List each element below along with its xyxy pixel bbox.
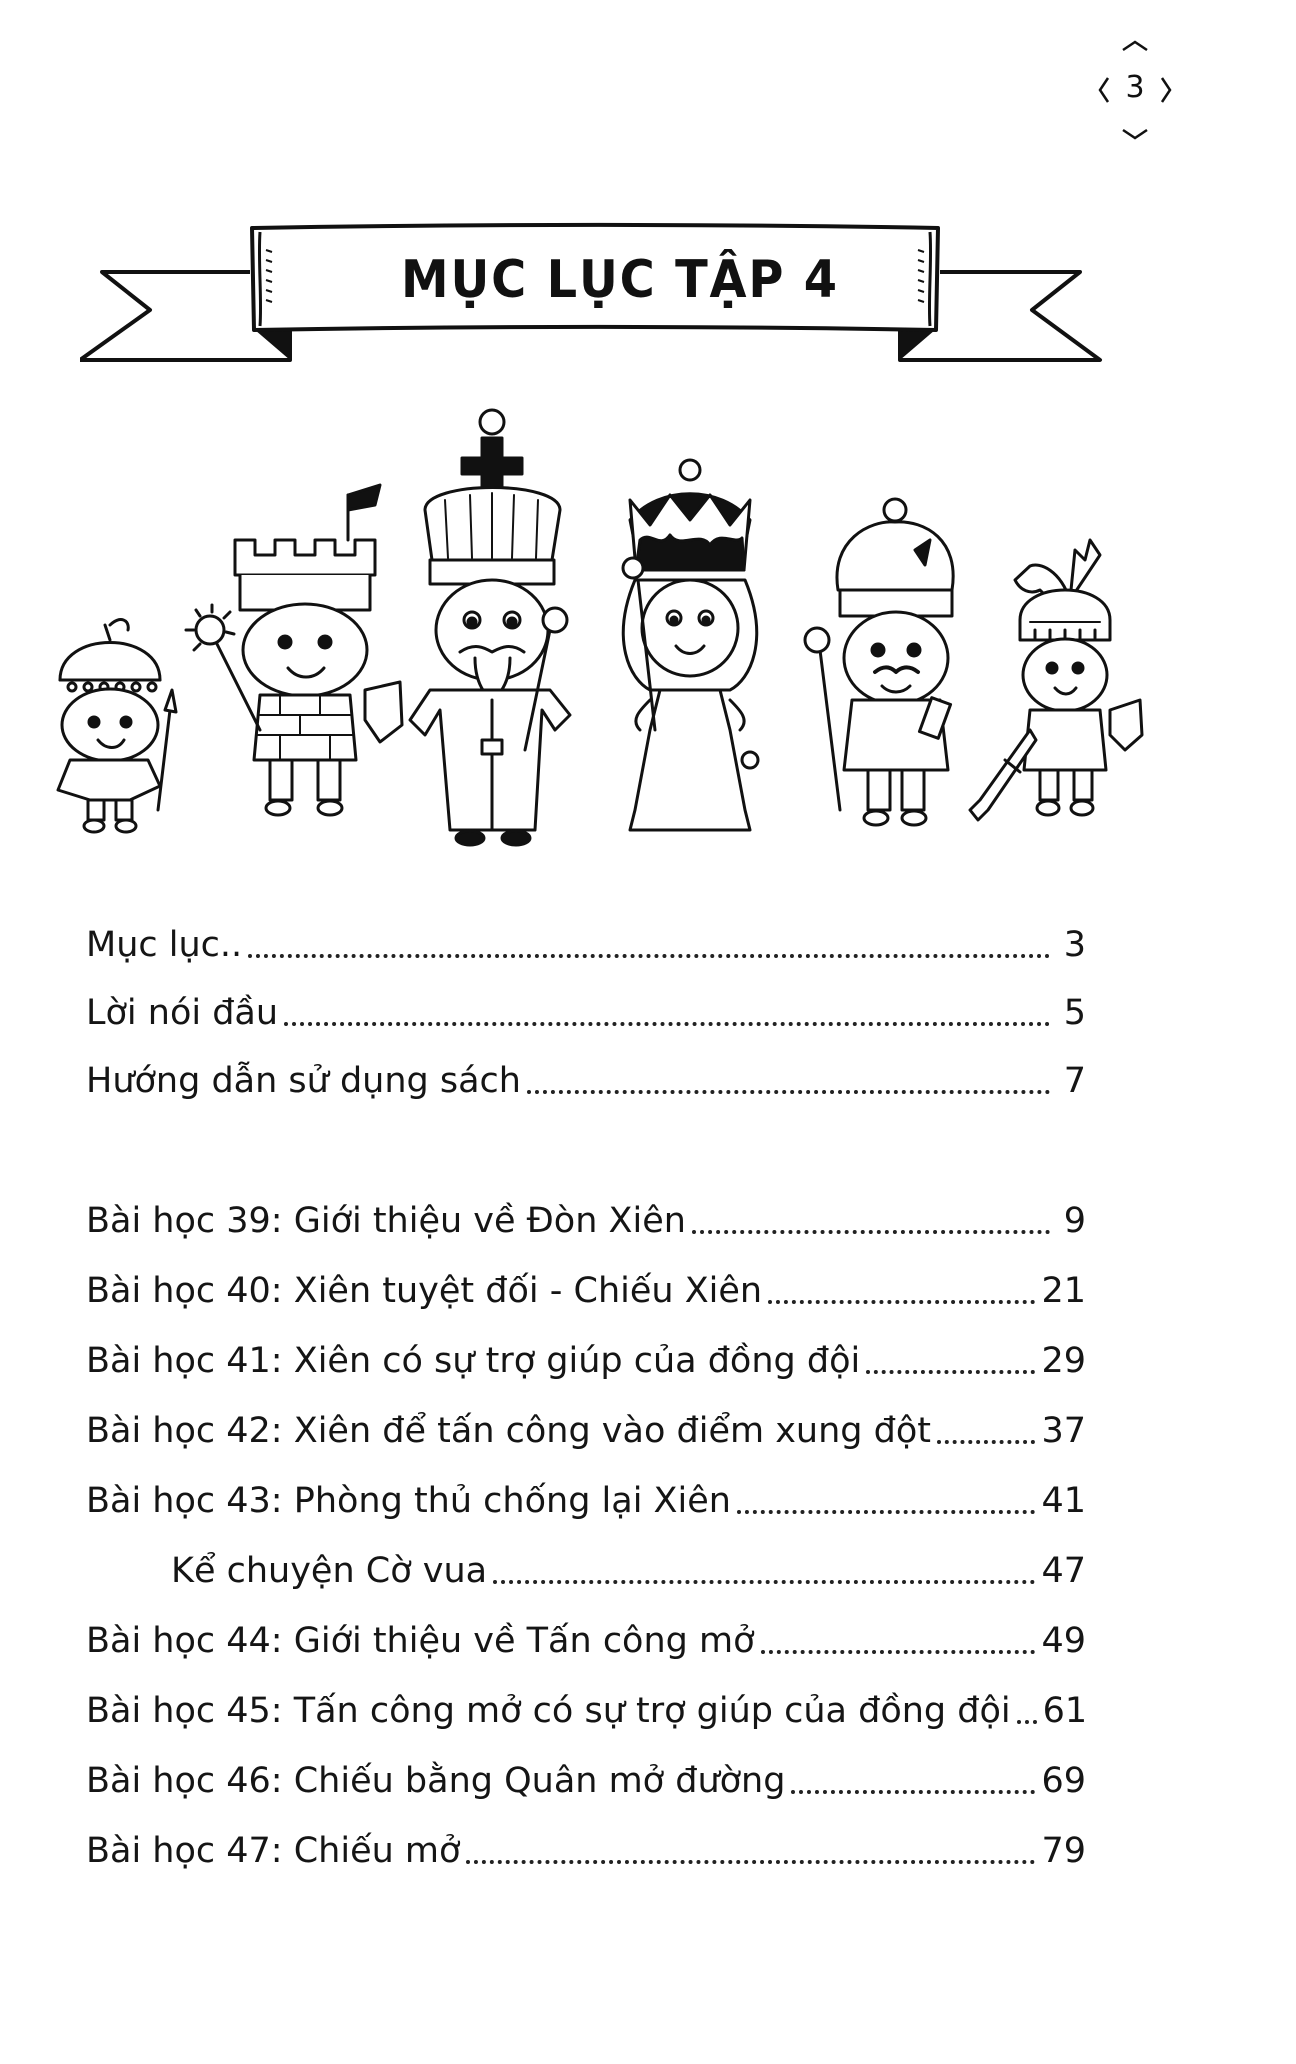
dot-leader bbox=[284, 1021, 1050, 1026]
toc-page: 49 bbox=[1041, 1621, 1086, 1661]
toc-page: 29 bbox=[1041, 1341, 1086, 1381]
pawn-character-icon bbox=[58, 620, 176, 832]
toc-page: 61 bbox=[1042, 1691, 1088, 1731]
dot-leader bbox=[466, 1859, 1035, 1864]
toc-label: Bài học 47: Chiếu mở bbox=[86, 1831, 461, 1871]
toc-row-lesson-43[interactable] bbox=[86, 1476, 1086, 1526]
toc-label: Bài học 39: Giới thiệu về Đòn Xiên bbox=[86, 1201, 686, 1241]
toc-label: Bài học 43: Phòng thủ chống lại Xiên bbox=[86, 1481, 731, 1521]
toc-label: Bài học 40: Xiên tuyệt đối - Chiếu Xiên bbox=[86, 1271, 763, 1311]
dot-leader bbox=[1017, 1719, 1037, 1724]
toc-row-huong-dan[interactable] bbox=[86, 1056, 1086, 1106]
toc-label: Mục lục.. bbox=[86, 925, 243, 965]
toc-page: 5 bbox=[1063, 993, 1086, 1033]
toc-row-lesson-46[interactable] bbox=[86, 1756, 1086, 1806]
page-number: 3 bbox=[1125, 70, 1145, 105]
toc-row-lesson-45[interactable] bbox=[86, 1686, 1086, 1736]
toc-row-lesson-42[interactable] bbox=[86, 1406, 1086, 1456]
king-character-icon bbox=[410, 410, 570, 845]
toc-row-lesson-39[interactable] bbox=[86, 1196, 1086, 1246]
toc-row-loi-noi-dau[interactable] bbox=[86, 988, 1086, 1038]
toc-label: Kể chuyện Cờ vua bbox=[171, 1551, 488, 1591]
toc-label: Bài học 46: Chiếu bằng Quân mở đường bbox=[86, 1761, 786, 1801]
toc-page: 7 bbox=[1063, 1061, 1086, 1101]
page-title: MỤC LỤC TẬP 4 bbox=[401, 250, 839, 310]
toc-row-ke-chuyen[interactable] bbox=[86, 1546, 1086, 1596]
toc-row-lesson-41[interactable] bbox=[86, 1336, 1086, 1386]
dot-leader bbox=[761, 1649, 1036, 1654]
toc-label: Bài học 44: Giới thiệu về Tấn công mở bbox=[86, 1621, 755, 1661]
toc-page: 21 bbox=[1041, 1271, 1086, 1311]
title-banner bbox=[80, 220, 1110, 380]
queen-character-icon bbox=[623, 460, 758, 830]
chess-characters-illustration bbox=[30, 390, 1170, 850]
toc-label: Bài học 42: Xiên để tấn công vào điểm xung đột bbox=[86, 1411, 931, 1451]
toc-label: Lời nói đầu bbox=[86, 993, 279, 1033]
toc-label: Hướng dẫn sử dụng sách bbox=[86, 1061, 521, 1101]
toc-page: 79 bbox=[1041, 1831, 1086, 1871]
dot-leader bbox=[937, 1439, 1035, 1444]
toc-row-lesson-40[interactable] bbox=[86, 1266, 1086, 1316]
toc-row-lesson-47[interactable] bbox=[86, 1826, 1086, 1876]
bishop-character-icon bbox=[805, 499, 953, 825]
toc-row-lesson-44[interactable] bbox=[86, 1616, 1086, 1666]
toc-page: 69 bbox=[1041, 1761, 1086, 1801]
toc-row-muc-luc[interactable] bbox=[86, 920, 1086, 970]
toc-page: 37 bbox=[1041, 1411, 1086, 1451]
toc-label: Bài học 45: Tấn công mở có sự trợ giúp của đồng đội bbox=[86, 1691, 1011, 1731]
page-number-badge bbox=[1090, 40, 1180, 140]
toc-page: 47 bbox=[1041, 1551, 1086, 1591]
dot-leader bbox=[248, 953, 1050, 958]
toc-page: 9 bbox=[1063, 1201, 1086, 1241]
toc-page: 41 bbox=[1041, 1481, 1086, 1521]
toc-label: Bài học 41: Xiên có sự trợ giúp của đồng đội bbox=[86, 1341, 861, 1381]
dot-leader bbox=[791, 1789, 1035, 1794]
dot-leader bbox=[527, 1089, 1050, 1094]
dot-leader bbox=[493, 1579, 1035, 1584]
dot-leader bbox=[768, 1299, 1035, 1304]
knight-character-icon bbox=[970, 540, 1142, 820]
dot-leader bbox=[866, 1369, 1035, 1374]
toc-page: 3 bbox=[1063, 925, 1086, 965]
dot-leader bbox=[692, 1229, 1050, 1234]
rook-character-icon bbox=[186, 485, 402, 815]
dot-leader bbox=[737, 1509, 1035, 1514]
